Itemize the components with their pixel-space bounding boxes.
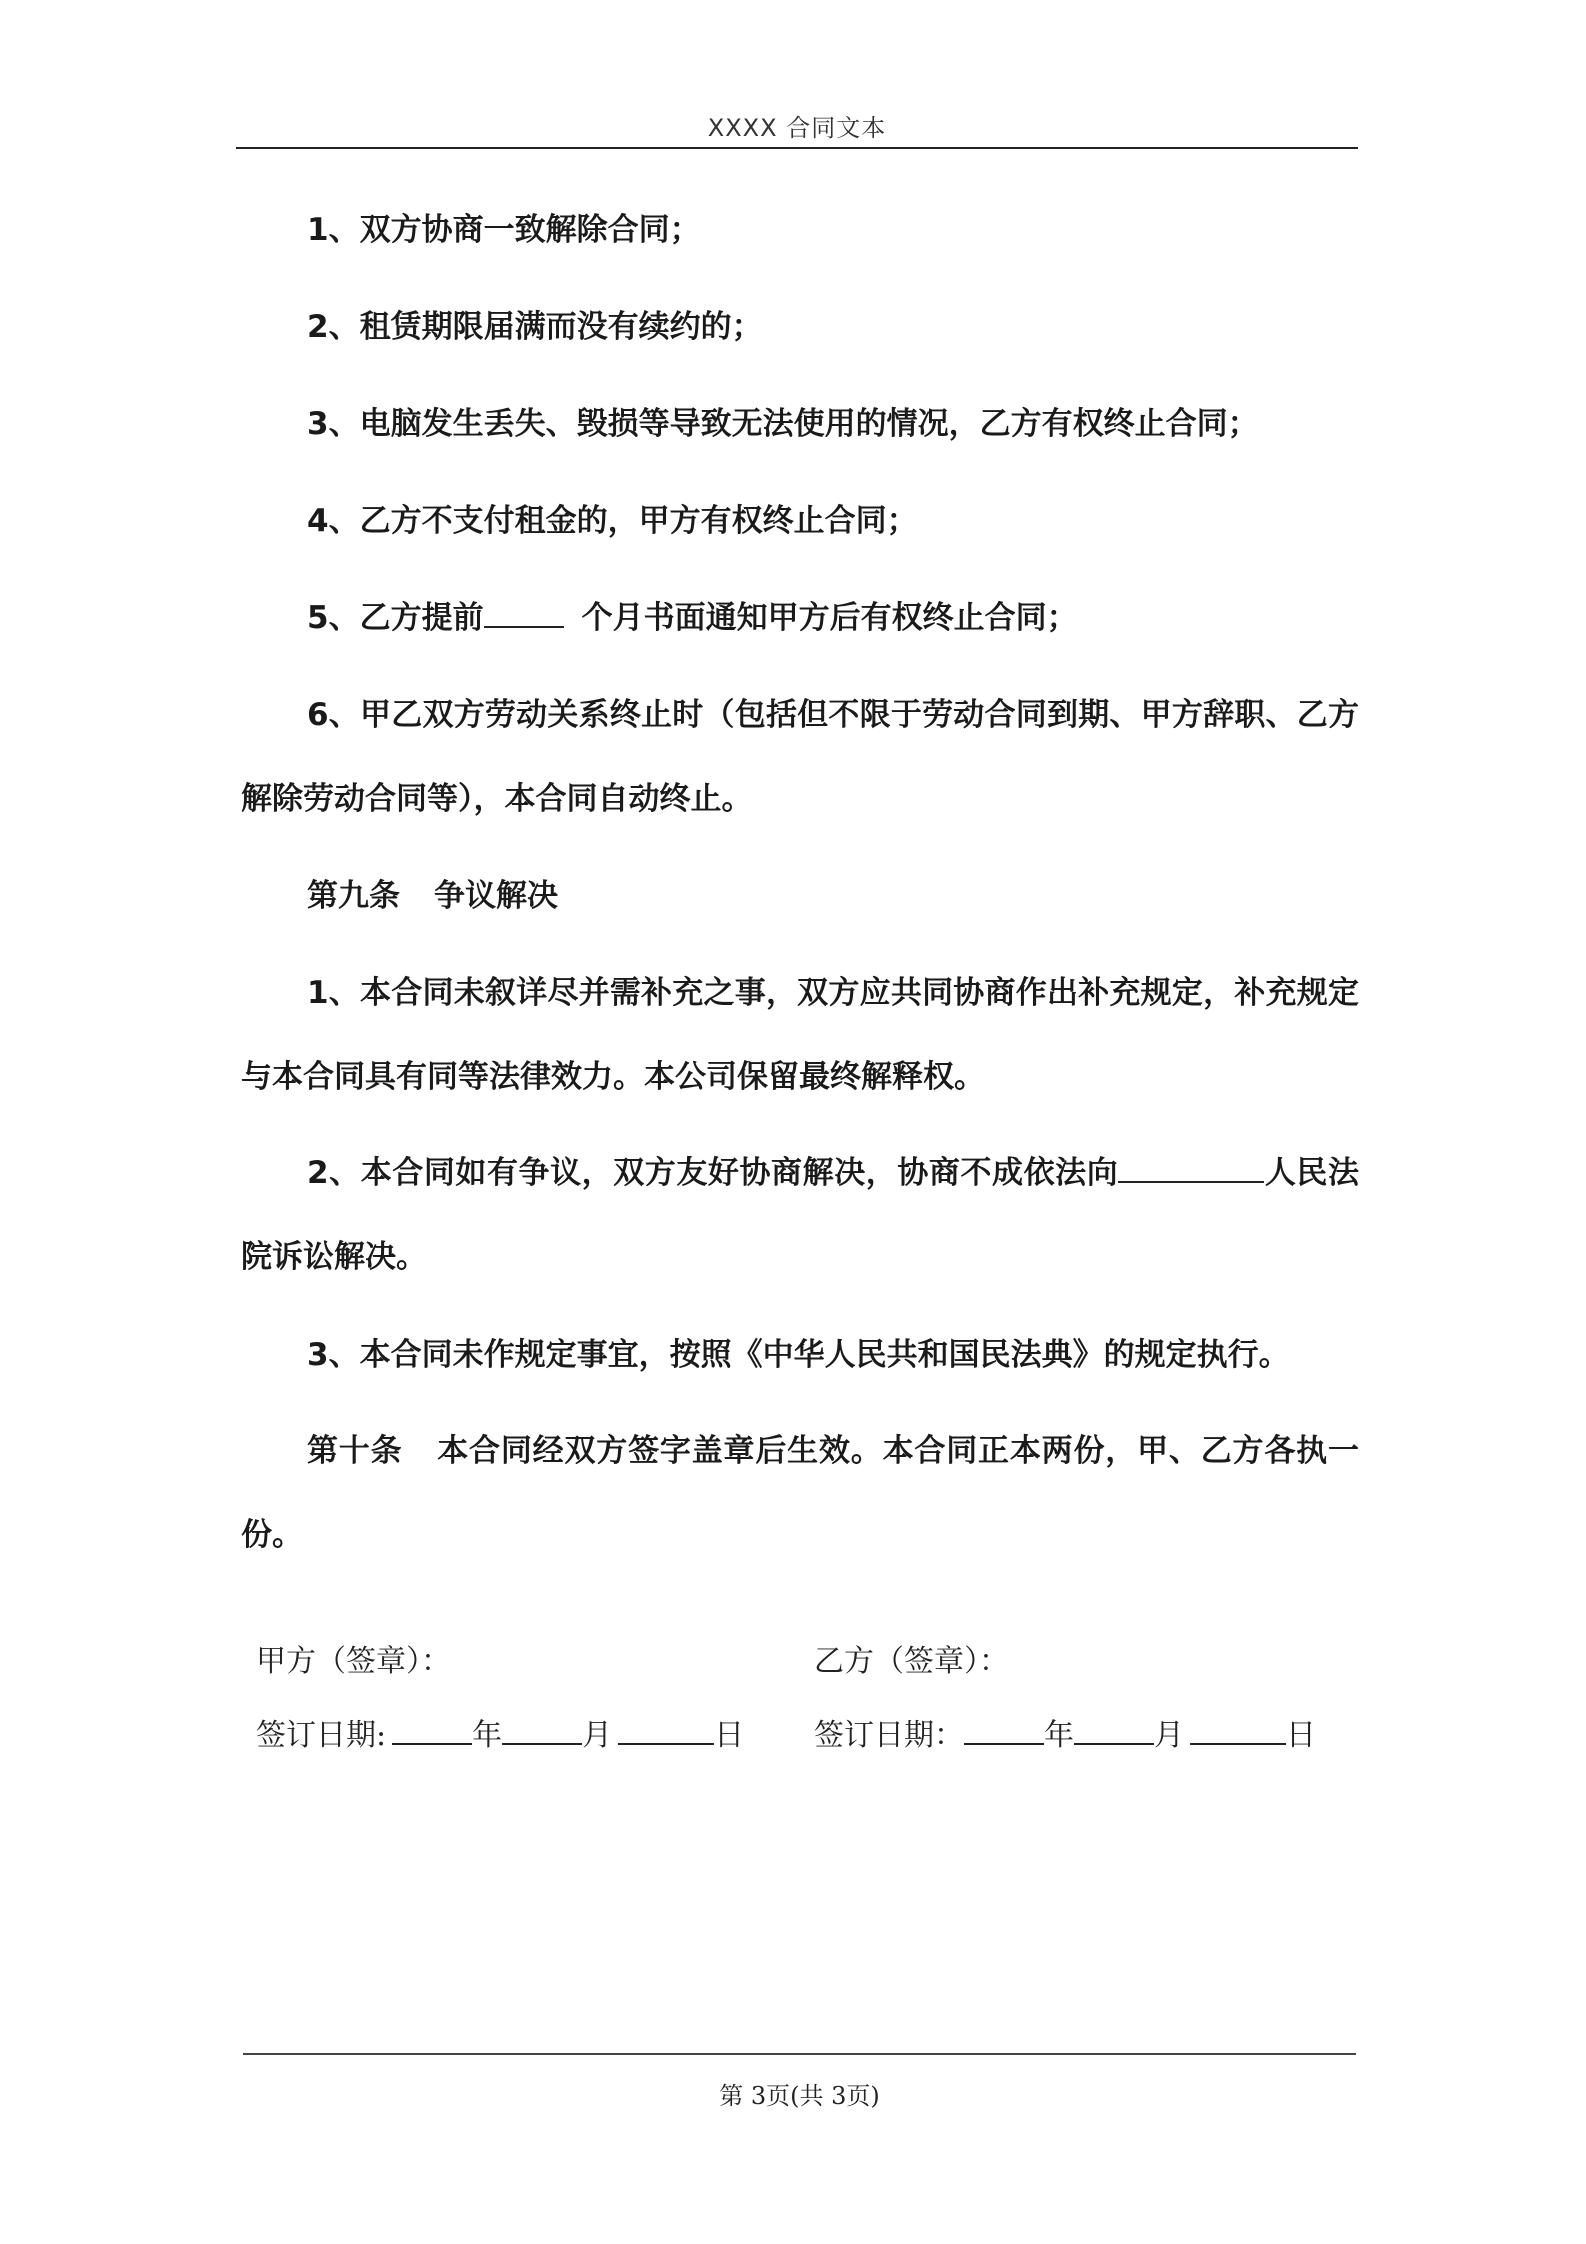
months-blank (484, 596, 564, 628)
article-10-number: 第十条 (307, 1433, 403, 1469)
article-9-item-2 (241, 1131, 1359, 1299)
header-divider (236, 147, 1358, 149)
month-label-b: 月 (1154, 1718, 1184, 1753)
month-blank-b (1074, 1717, 1154, 1745)
year-blank-b (964, 1717, 1044, 1745)
day-label-b: 日 (1286, 1718, 1316, 1753)
year-blank-a (392, 1717, 472, 1745)
termination-item-2: 2、租赁期限届满而没有续约的； (307, 309, 763, 345)
article-10-text: 本合同经双方签字盖章后生效。本合同正本两份，甲、乙方各执一份。 (241, 1433, 1359, 1553)
year-label-b: 年 (1044, 1718, 1074, 1753)
article-9-title: 争议解决 (434, 878, 558, 914)
document-header-title: XXXX 合同文本 (707, 114, 887, 142)
page-number: 第 3页(共 3页) (719, 2082, 880, 2110)
item2-text-after: 人民法院诉讼解决。 (241, 1155, 1359, 1275)
month-blank-a (502, 1717, 582, 1745)
party-a-sign-date (256, 1710, 744, 1754)
party-a-signature-label: 甲方（签章）： (256, 1644, 451, 1679)
party-b-sign-date (814, 1710, 1316, 1754)
day-blank-a (618, 1717, 714, 1745)
termination-item-4: 4、乙方不支付租金的，甲方有权终止合同； (307, 503, 918, 539)
date-label-b: 签订日期： (814, 1718, 964, 1753)
month-label-a: 月 (582, 1718, 613, 1753)
termination-item-6: 6、甲乙双方劳动关系终止时（包括但不限于劳动合同到期、甲方辞职、乙方解除劳动合同等），本合同自动终止。 (241, 697, 1359, 817)
article-9-item-3: 3、本合同未作规定事宜，按照《中华人民共和国民法典》的规定执行。 (307, 1337, 1290, 1373)
party-b-signature-label: 乙方（签章）： (814, 1644, 1009, 1679)
year-label-a: 年 (472, 1718, 503, 1753)
article-9-number: 第九条 (307, 878, 400, 914)
date-label-a: 签订日期: (256, 1718, 387, 1753)
termination-item-1: 1、双方协商一致解除合同； (307, 212, 701, 248)
item5-text-after: 个月书面通知甲方后有权终止合同； (581, 600, 1078, 636)
article-10 (241, 1409, 1359, 1577)
termination-item-3: 3、电脑发生丢失、毁损等导致无法使用的情况，乙方有权终止合同； (307, 406, 1259, 442)
day-blank-b (1190, 1717, 1286, 1745)
footer-divider (243, 2053, 1356, 2055)
court-blank (1118, 1151, 1264, 1183)
article-9-item-1: 1、本合同未叙详尽并需补充之事，双方应共同协商作出补充规定，补充规定与本合同具有同等法律效力。本公司保留最终解释权。 (241, 975, 1359, 1095)
article-9-heading (241, 854, 1425, 938)
day-label-a: 日 (714, 1718, 745, 1753)
termination-item-5 (241, 576, 1425, 660)
item2-text-before: 2、本合同如有争议，双方友好协商解决，协商不成依法向 (307, 1155, 1119, 1191)
item5-text-before: 5、乙方提前 (307, 600, 484, 636)
